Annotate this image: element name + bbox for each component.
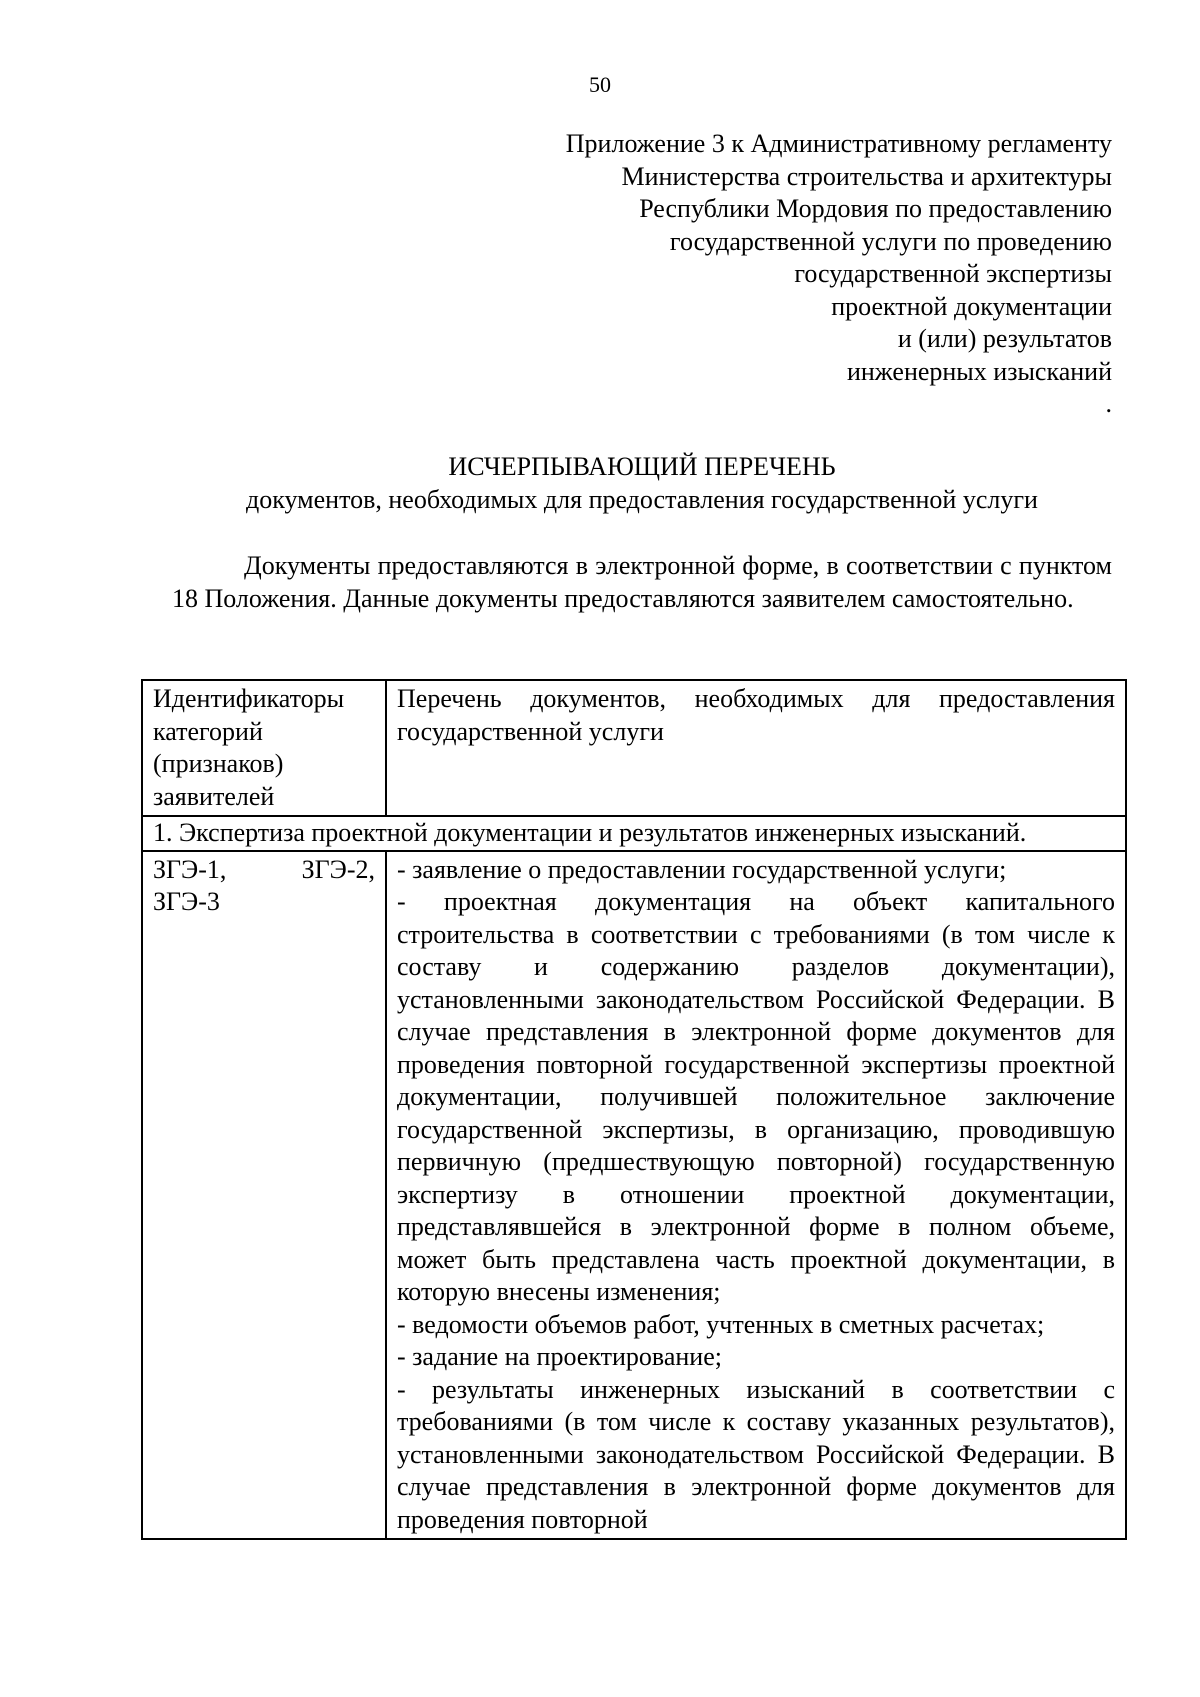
intro-paragraph: Документы предоставляются в электронной форме, в соответствии с пунктом 18 Положения. Данные документы предоставляются заявителем самостоятельно. bbox=[172, 551, 1112, 613]
appendix-line: и (или) результатов bbox=[897, 324, 1112, 353]
appendix-line: Республики Мордовия по предоставлению bbox=[639, 194, 1112, 223]
document-item: - результаты инженерных изысканий в соответствии с требованиями (в том числе к составу указанных результатов), установленными законодательством Российской Федерации. В случае представления в электронной форме документов для проведения повторной bbox=[397, 1374, 1115, 1534]
document-item: - ведомости объемов работ, учтенных в сметных расчетах; bbox=[397, 1309, 1045, 1339]
table-row bbox=[142, 851, 1126, 1540]
document-item: - задание на проектирование; bbox=[397, 1342, 722, 1371]
appendix-dot: . bbox=[1105, 389, 1112, 418]
document-subtitle: документов, необходимых для предоставления государственной услуги bbox=[246, 485, 1038, 514]
document-item: - проектная документация на объект капитального строительства в соответствии с требованиями (в том числе к составу и содержанию разделов документации), установленными законодательством Российской Федерации. В случае представления в электронной форме документов для проведения повторной государственной экспертизы проектной документации, получившей положительное заключение государственной экспертизы, в организацию, проводившую первичную (предшествующую повторной) государственную экспертизу в отношении проектной документации, представлявшейся в электронной форме в полном объеме, может быть представлена часть проектной документации, в которую внесены изменения; bbox=[397, 887, 1115, 1306]
section-heading: 1. Экспертиза проектной документации и результатов инженерных изысканий. bbox=[142, 816, 1126, 851]
page-number: 50 bbox=[589, 72, 611, 97]
appendix-line: проектной документации bbox=[831, 291, 1112, 321]
document-title: ИСЧЕРПЫВАЮЩИЙ ПЕРЕЧЕНЬ bbox=[448, 452, 836, 481]
appendix-line: государственной услуги по проведению bbox=[669, 226, 1112, 256]
appendix-block bbox=[392, 128, 1112, 421]
document-item: - заявление о предоставлении государственной услуги; bbox=[397, 854, 1007, 884]
header-applicant-categories: Идентификаторы категорий (признаков) заявителей bbox=[142, 680, 386, 816]
header-documents-list: Перечень документов, необходимых для предоставления государственной услуги bbox=[386, 680, 1126, 816]
appendix-line: Министерства строительства и архитектуры bbox=[621, 161, 1112, 191]
documents-cell bbox=[386, 851, 1126, 1540]
applicant-ids: ЗГЭ-1, ЗГЭ-2, ЗГЭ-3 bbox=[153, 854, 375, 916]
table-header-row bbox=[142, 680, 1126, 816]
appendix-line: государственной экспертизы bbox=[794, 259, 1112, 288]
appendix-line: инженерных изысканий bbox=[846, 356, 1112, 386]
applicant-ids-cell bbox=[142, 851, 386, 1540]
documents-table bbox=[141, 679, 1127, 1540]
appendix-line: Приложение 3 к Административному регламенту bbox=[565, 129, 1112, 158]
table-section-row bbox=[142, 816, 1126, 851]
